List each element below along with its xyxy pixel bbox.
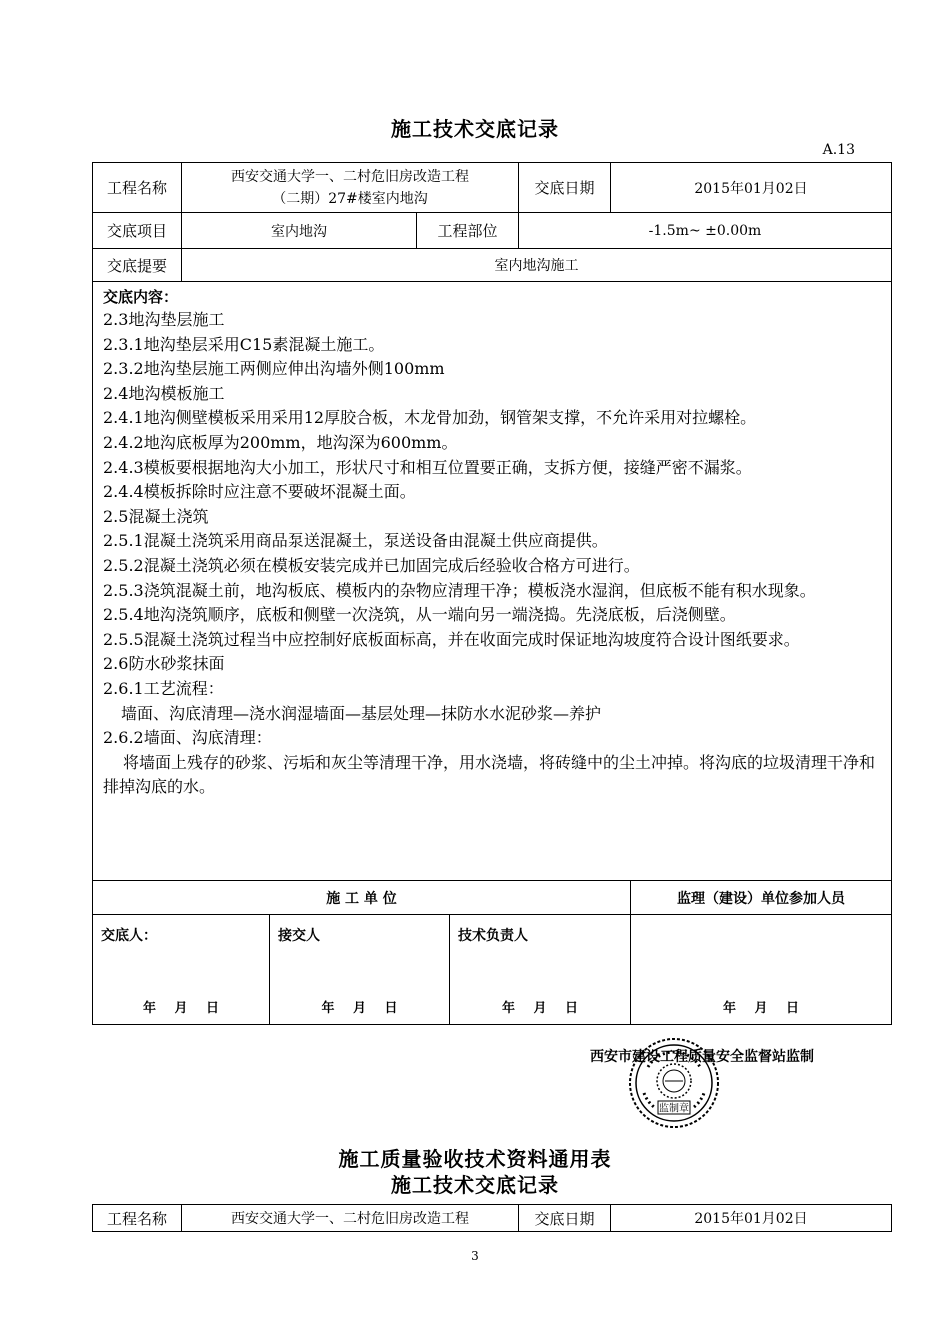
summary-value: 室内地沟施工 — [494, 258, 579, 274]
construction-unit-header: 施 工 单 位 — [93, 881, 631, 914]
content-line: 2.5.3浇筑混凝土前，地沟板底、模板内的杂物应清理干净；模板浇水湿润，但底板不能有积水现象。 — [103, 580, 816, 600]
content-line: 2.4.1地沟侧壁模板采用采用12厚胶合板，木龙骨加劲，钢管架支撑，不允许采用对拉螺栓。 — [103, 408, 757, 428]
project-name-label-2: 工程名称 — [93, 1205, 182, 1231]
project-name-value-2: 西安交通大学一、二村危旧房改造工程 — [182, 1205, 519, 1231]
content-line: 2.3地沟垫层施工 — [103, 310, 225, 329]
page-number: 3 — [471, 1249, 479, 1263]
form-code: A.13 — [822, 142, 855, 158]
supervision-cell — [631, 915, 891, 1024]
discloser-label: 交底人： — [101, 928, 157, 944]
date-value-2: 2015年01月02日 — [694, 1211, 808, 1227]
part-label: 工程部位 — [417, 213, 519, 248]
content-line: 将墙面上残存的砂浆、污垢和灰尘等清理干净，用水浇墙，将砖缝中的尘土冲掉。将沟底的垃圾清理干净和排掉沟底的水。 — [103, 752, 876, 797]
content-cell — [92, 281, 892, 881]
content-line: 2.4.4模板拆除时应注意不要破坏混凝土面。 — [103, 482, 416, 502]
content-line: 墙面、沟底清理—浇水润湿墙面—基层处理—抹防水水泥砂浆—养护 — [121, 703, 602, 723]
discloser-date: 年 月 日 — [142, 1001, 220, 1016]
content-line: 2.4地沟模板施工 — [103, 383, 225, 403]
content-title: 交底内容： — [103, 288, 179, 306]
row-signatures — [92, 914, 892, 1025]
discloser-cell — [93, 915, 270, 1024]
content-line: 2.5混凝土浇筑 — [103, 506, 209, 526]
seal-stamp — [628, 1037, 720, 1129]
part-value: -1.5m~ ±0.00m — [648, 222, 762, 239]
supervision-unit-header: 监理（建设）单位参加人员 — [677, 890, 845, 907]
content-line: 2.3.1地沟垫层采用C15素混凝土施工。 — [103, 334, 385, 354]
supervision-date: 年 月 日 — [722, 1001, 800, 1016]
project-name-line2: （二期）27#楼室内地沟 — [272, 190, 428, 207]
receiver-cell — [270, 915, 450, 1024]
content-line: 2.5.2混凝土浇筑必须在模板安装完成并已加固完成后经验收合格方可进行。 — [103, 555, 640, 575]
item-value: 室内地沟 — [182, 213, 417, 248]
tech-lead-label: 技术负责人 — [458, 928, 528, 944]
content-line: 2.5.4地沟浇筑顺序，底板和侧壁一次浇筑，从一端向另一端浇捣。先浇底板，后浇侧壁。 — [103, 605, 736, 625]
document-title-2: 施工质量验收技术资料通用表 — [338, 1147, 612, 1171]
tech-lead-cell — [450, 915, 631, 1024]
document-title: 施工技术交底记录 — [391, 117, 559, 141]
receiver-label: 接交人 — [278, 928, 320, 944]
content-line: 2.5.5混凝土浇筑过程当中应控制好底板面标高，并在收面完成时保证地沟坡度符合设计图纸要求。 — [103, 629, 800, 649]
row-summary — [92, 248, 892, 282]
project-name-value — [182, 163, 519, 212]
seal-text: 监制章 — [659, 1103, 689, 1115]
receiver-date: 年 月 日 — [321, 1001, 398, 1016]
content-line: 2.6防水砂浆抹面 — [103, 654, 225, 674]
date-value: 2015年01月02日 — [694, 180, 808, 197]
summary-label: 交底提要 — [93, 249, 182, 281]
date-label-2: 交底日期 — [519, 1205, 611, 1231]
project-name-line1: 西安交通大学一、二村危旧房改造工程 — [231, 168, 469, 185]
content-line: 2.4.3模板要根据地沟大小加工，形状尺寸和相互位置要正确，支拆方便，接缝严密不漏浆。 — [103, 457, 752, 477]
content-line: 2.6.1工艺流程： — [103, 678, 224, 698]
content-line: 2.5.1混凝土浇筑采用商品泵送混凝土，泵送设备由混凝土供应商提供。 — [103, 531, 608, 551]
project-name-label: 工程名称 — [93, 163, 182, 212]
supervisor-text: 西安市建设工程质量安全监督站监制 — [590, 1049, 814, 1065]
content-line: 2.4.2地沟底板厚为200mm，地沟深为600mm。 — [103, 432, 458, 452]
tech-lead-date: 年 月 日 — [501, 1001, 579, 1016]
content-line: 2.3.2地沟垫层施工两侧应伸出沟墙外侧100mm — [103, 359, 445, 379]
row-item — [92, 212, 892, 249]
row-project — [92, 162, 892, 213]
content-line: 2.6.2墙面、沟底清理： — [103, 728, 272, 748]
date-label: 交底日期 — [519, 163, 611, 212]
item-label: 交底项目 — [93, 213, 182, 248]
row-project-2 — [92, 1204, 892, 1232]
row-units — [92, 880, 892, 915]
document-subtitle-2: 施工技术交底记录 — [391, 1173, 559, 1197]
